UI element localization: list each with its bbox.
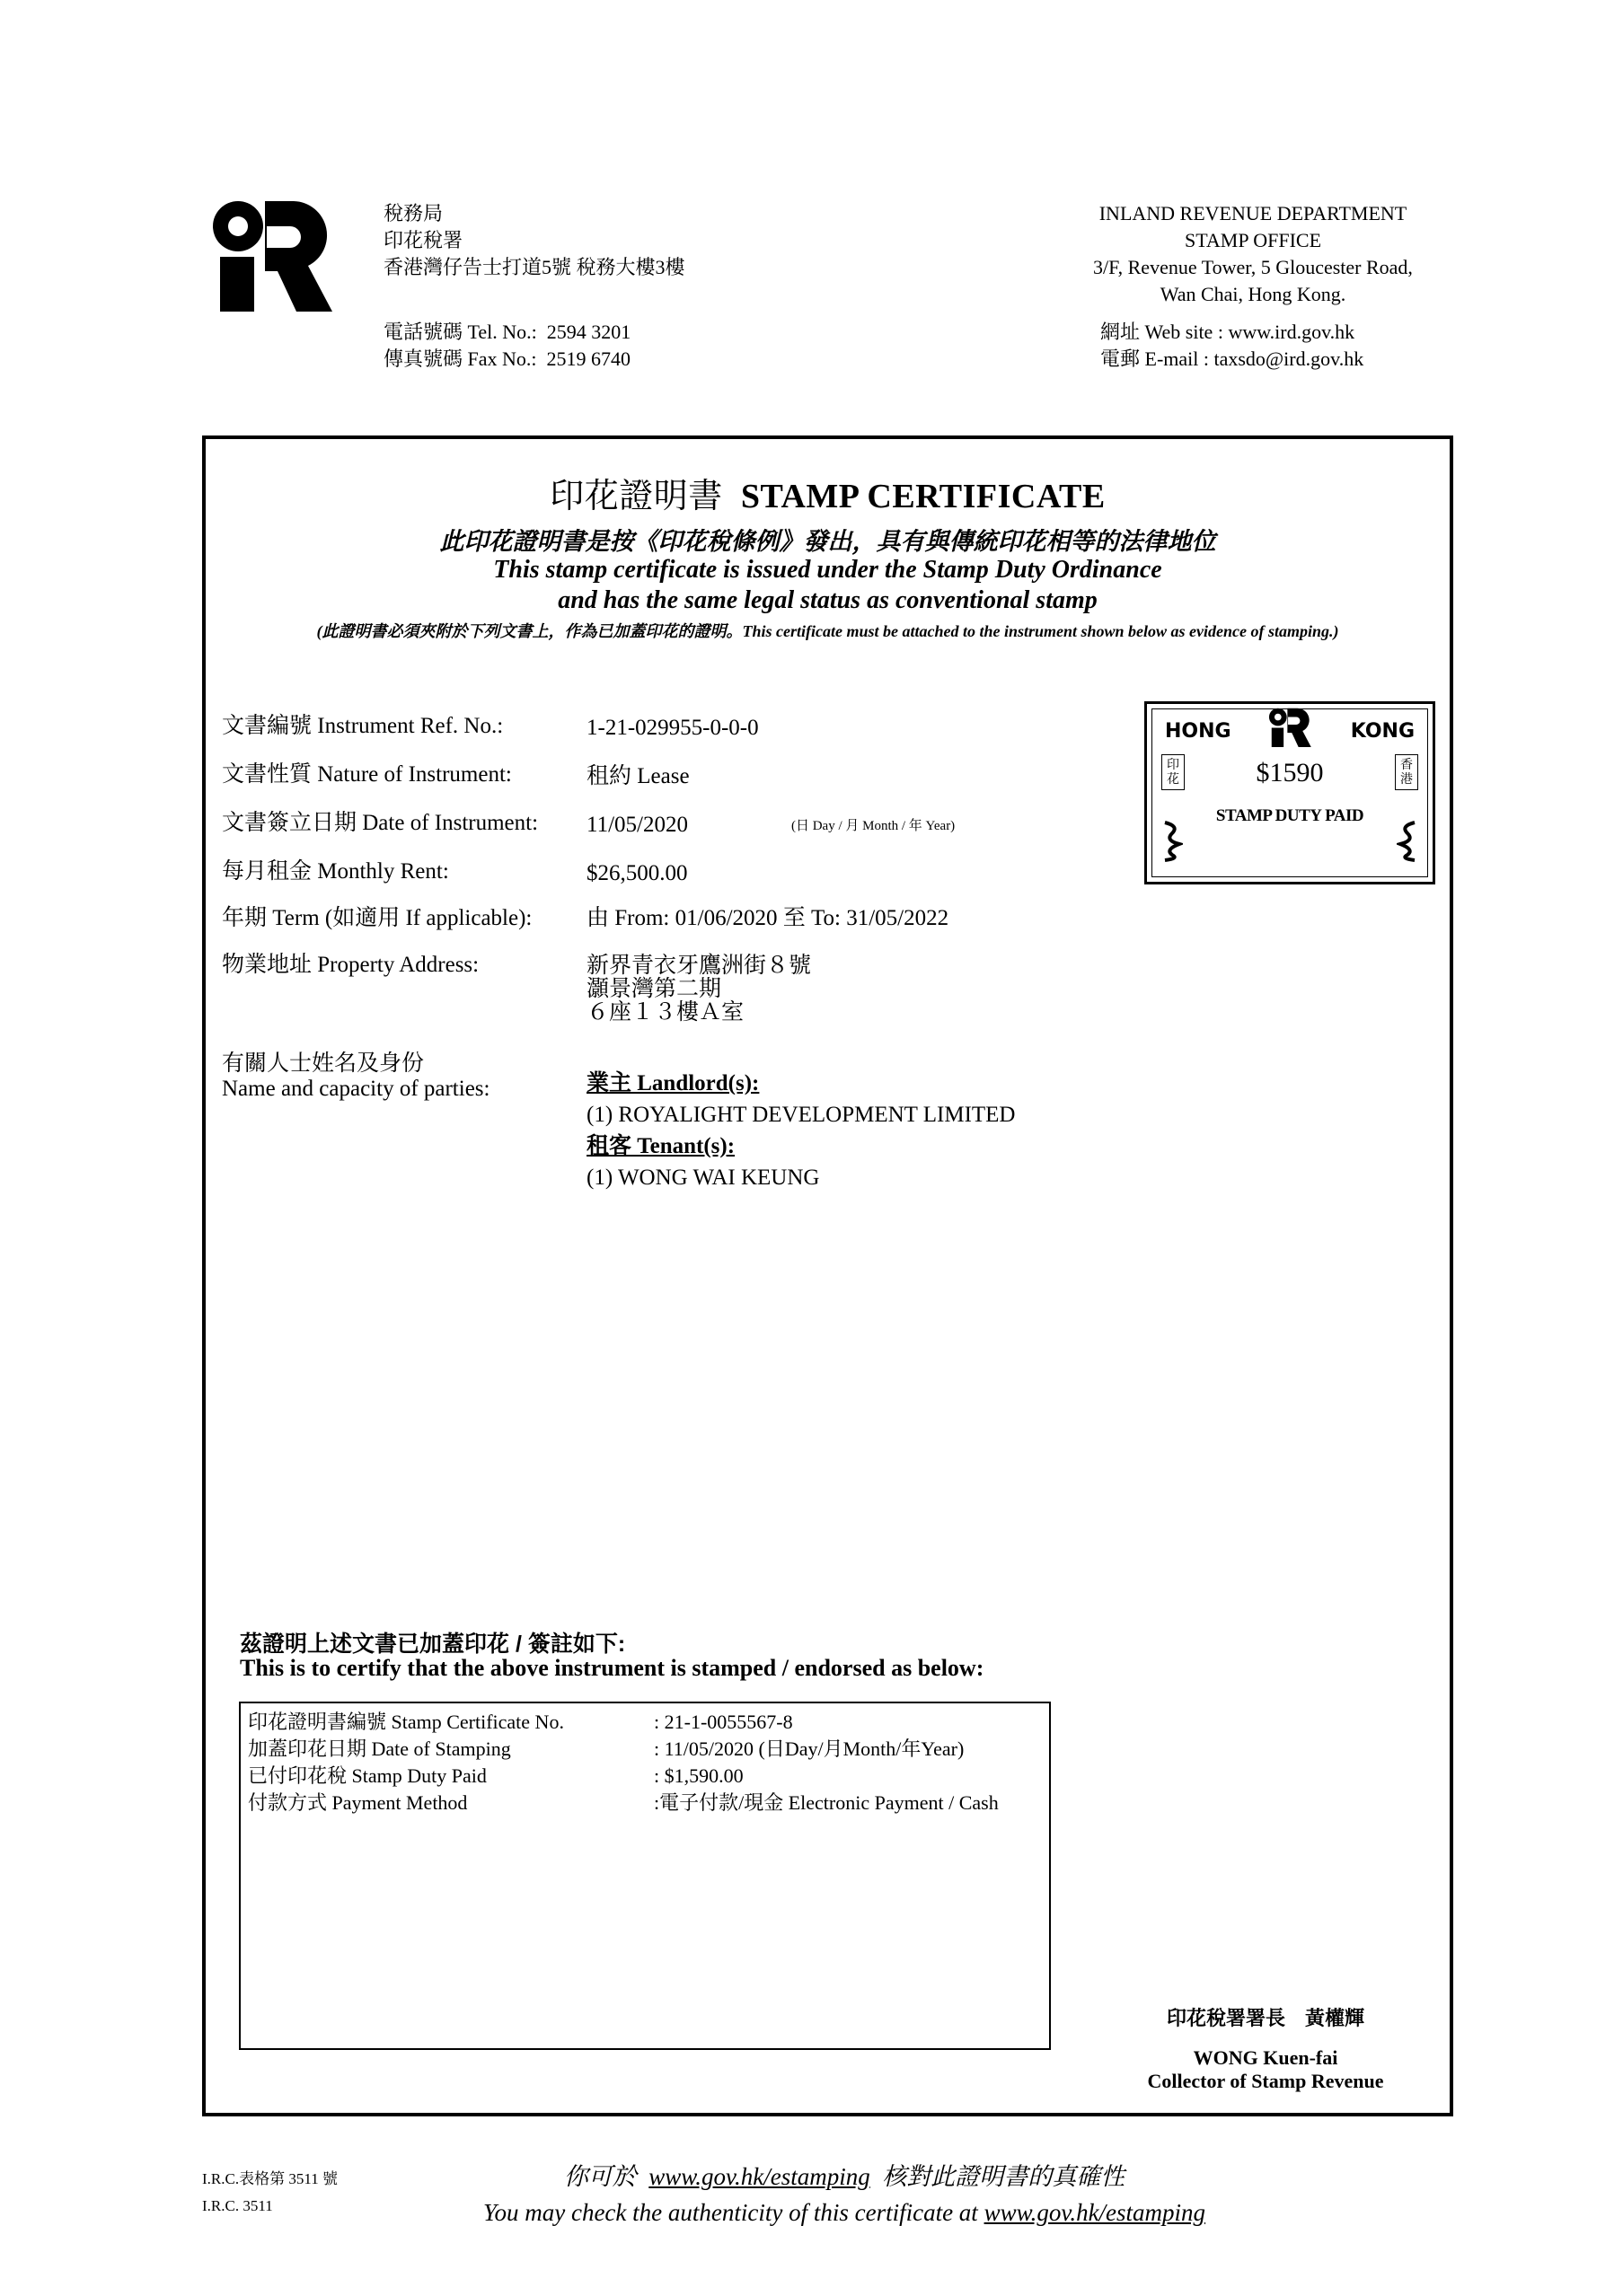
stamping-details-box — [239, 1702, 1051, 2050]
term-value: 由 From: 01/06/2020 至 To: 31/05/2022 — [587, 906, 949, 930]
landlord-heading: 業主 Landlord(s): — [587, 1071, 760, 1095]
header-english — [1051, 200, 1455, 308]
ird-logo — [211, 199, 332, 312]
form-number-en: I.R.C. 3511 — [202, 2197, 273, 2214]
authenticity-note — [395, 2159, 1293, 2230]
date-format: (日 Day / 月 Month / 年 Year) — [790, 819, 956, 834]
duty-stamp — [1144, 701, 1435, 884]
ref-value: 1-21-029955-0-0-0 — [587, 716, 759, 740]
rent-value: $26,500.00 — [587, 861, 688, 885]
parties-label-en: Name and capacity of parties: — [222, 1077, 490, 1101]
address-line-3: ６座１３樓Ａ室 — [587, 1000, 745, 1025]
date-value: 11/05/2020 — [587, 813, 688, 837]
signatory-title-en: Collector of Stamp Revenue — [1147, 2070, 1384, 2092]
cert-no-value: : 21-1-0055567-8 — [654, 1711, 793, 1733]
certify-en: This is to certify that the above instrument is stamped / endorsed as below: — [240, 1655, 984, 1681]
attachment-note: (此證明書必須夾附於下列文書上，作為已加蓋印花的證明。This certificate must be attached to the instrument shown below as evidence of stamping.) — [316, 622, 1339, 640]
payment-method-value: :電子付款/現金 Electronic Payment / Cash — [654, 1791, 999, 1814]
address-en-2: Wan Chai, Hong Kong. — [1160, 283, 1346, 305]
tel-number: 2594 3201 — [546, 321, 631, 343]
parties-label — [222, 1051, 490, 1102]
stamp-seal-left: 印花 — [1161, 754, 1185, 790]
address-label: 物業地址 Property Address: — [222, 953, 480, 977]
authenticity-cn-suffix: 核對此證明書的真確性 — [882, 2163, 1125, 2190]
rent-label: 每月租金 Monthly Rent: — [222, 859, 449, 884]
certificate-frame — [202, 435, 1453, 2116]
tel-label: 電話號碼 Tel. No.: — [384, 321, 537, 343]
fax-label: 傳真號碼 Fax No.: — [384, 347, 537, 370]
subtitle-en-1: This stamp certificate is issued under the Stamp Duty Ordinance — [493, 556, 1162, 584]
address-cn: 香港灣仔告士打道5號 稅務大樓3樓 — [384, 256, 685, 278]
subtitle-cn: 此印花證明書是按《印花稅條例》發出，具有與傳統印花相等的法律地位 — [439, 528, 1216, 555]
header-web — [1100, 319, 1363, 373]
ref-label: 文書編號 Instrument Ref. No.: — [222, 714, 504, 738]
authenticity-en — [395, 2195, 1293, 2230]
tenant-name: (1) WONG WAI KEUNG — [587, 1166, 820, 1190]
address-en-1: 3/F, Revenue Tower, 5 Gloucester Road, — [1093, 256, 1413, 278]
stamp-ornament-left — [1161, 819, 1183, 862]
stamp-hong: HONG — [1165, 720, 1231, 743]
office-cn: 印花稅署 — [384, 229, 463, 251]
term-label: 年期 Term (如適用 If applicable): — [222, 906, 533, 930]
date-row — [587, 813, 955, 839]
estamping-link-1[interactable]: www.gov.hk/estamping — [648, 2163, 870, 2190]
certify-cn: 茲證明上述文書已加蓋印花 / 簽註如下: — [240, 1632, 626, 1657]
nature-label: 文書性質 Nature of Instrument: — [222, 762, 512, 787]
stamp-seal-right: 香港 — [1395, 754, 1418, 790]
parties-label-cn: 有關人士姓名及身份 — [222, 1051, 425, 1076]
header-contact — [384, 319, 631, 373]
stamp-status: STAMP DUTY PAID — [1215, 806, 1364, 825]
title-en: STAMP CERTIFICATE — [740, 478, 1106, 515]
stamp-ir-icon — [1267, 708, 1312, 747]
email-link[interactable]: taxsdo@ird.gov.hk — [1213, 347, 1364, 370]
stamp-ornament-right — [1397, 819, 1418, 862]
fax-number: 2519 6740 — [546, 347, 631, 370]
header-chinese — [384, 200, 685, 281]
tenant-heading: 租客 Tenant(s): — [587, 1134, 736, 1158]
stamping-date-value: : 11/05/2020 (日Day/月Month/年Year) — [654, 1737, 965, 1760]
email-label: 電郵 E-mail : — [1100, 347, 1209, 370]
authenticity-en-text: You may check the authenticity of this certificate at — [482, 2199, 978, 2226]
stamp-kong: KONG — [1350, 720, 1415, 743]
parties — [587, 1068, 1016, 1193]
address-line-1: 新界青衣牙鷹洲街８號 — [587, 954, 812, 978]
estamping-link-2[interactable]: www.gov.hk/estamping — [984, 2199, 1206, 2226]
duty-paid-label: 已付印花稅 Stamp Duty Paid — [248, 1764, 487, 1787]
authenticity-cn-prefix: 你可於 — [563, 2163, 637, 2190]
stamping-date-label: 加蓋印花日期 Date of Stamping — [248, 1737, 511, 1760]
subtitle-en-2: and has the same legal status as conventional stamp — [558, 586, 1098, 614]
dept-cn: 稅務局 — [384, 202, 444, 224]
dept-en: INLAND REVENUE DEPARTMENT — [1098, 202, 1407, 224]
web-link[interactable]: www.ird.gov.hk — [1228, 321, 1355, 343]
office-en: STAMP OFFICE — [1184, 229, 1322, 251]
property-address — [587, 954, 811, 1025]
form-number-cn: I.R.C.表格第 3511 號 — [202, 2170, 338, 2187]
signatory-name: WONG Kuen-fai — [1193, 2046, 1338, 2069]
title-cn: 印花證明書 — [550, 478, 723, 515]
duty-paid-value: : $1,590.00 — [654, 1764, 744, 1787]
nature-value: 租約 Lease — [587, 764, 690, 788]
date-label: 文書簽立日期 Date of Instrument: — [222, 811, 539, 835]
form-number — [202, 2166, 338, 2220]
signatory-title-cn: 印花稅署署長 黃權輝 — [1166, 2007, 1364, 2029]
web-label: 網址 Web site : — [1100, 321, 1223, 343]
payment-method-label: 付款方式 Payment Method — [248, 1791, 468, 1814]
address-line-2: 灝景灣第二期 — [587, 977, 722, 1001]
authenticity-cn — [395, 2159, 1293, 2195]
landlord-name: (1) ROYALIGHT DEVELOPMENT LIMITED — [587, 1103, 1016, 1127]
stamp-amount: $1590 — [1256, 758, 1324, 787]
cert-no-label: 印花證明書編號 Stamp Certificate No. — [248, 1711, 564, 1733]
certificate-title — [206, 468, 1450, 517]
